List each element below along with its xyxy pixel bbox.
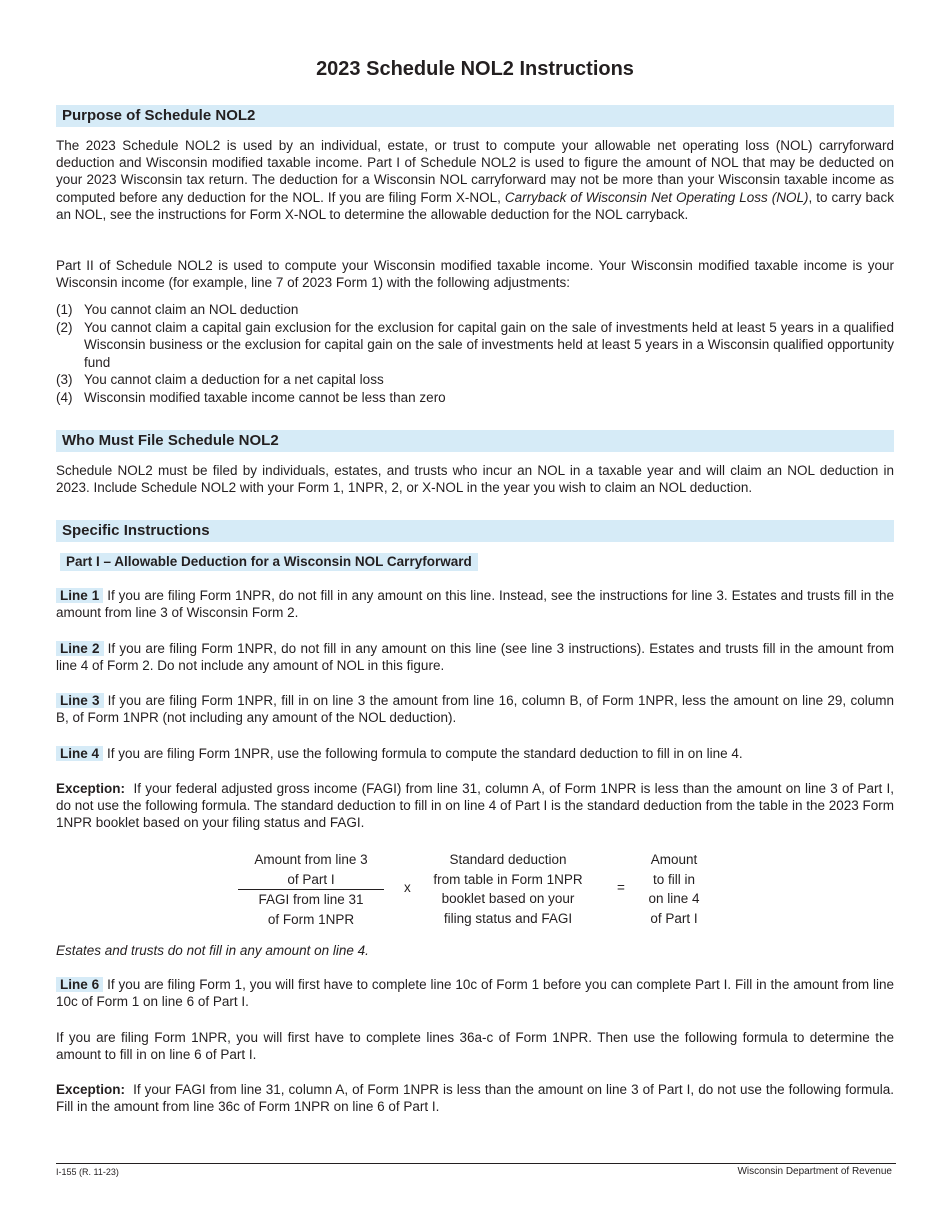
line3-instructions: Line 3 If you are filing Form 1NPR, fill in on line 3 the amount from line 16, column B, of Form 1NPR, less the amount on line 29, column B, of Form 1NPR (not including any amount of the NOL deduction). xyxy=(56,693,894,726)
line2-label: Line 2 xyxy=(56,641,104,656)
formula-fraction: Amount from line 3 of Part I FAGI from line 31 of Form 1NPR xyxy=(238,850,384,929)
line4-label: Line 4 xyxy=(56,746,103,761)
equals-operator: = xyxy=(617,880,625,895)
formula-result: Amount to fill in on line 4 of Part I xyxy=(648,852,700,926)
list-item: (3) You cannot claim a deduction for a net capital loss xyxy=(56,372,384,387)
list-item: (1) You cannot claim an NOL deduction xyxy=(56,302,299,317)
part1-heading: Part I – Allowable Deduction for a Wisconsin NOL Carryforward xyxy=(60,553,478,571)
purpose-paragraph-1: The 2023 Schedule NOL2 is used by an individual, estate, or trust to compute your allowable net operating loss (NOL) carryforward deduction and Wisconsin modified taxable income. Part I of Schedule NOL2 is used to figure the amount of NOL that may be deducted on your 2023 Wisconsin tax return. The deduction for a Wisconsin NOL carryforward may not be more than your Wisconsin taxable income as computed before any deduction for the NOL. If you are filing Form X-NOL, Carryback of Wisconsin Net Operating Loss (NOL), to carry back an NOL, see the instructions for Form X-NOL to determine the allowable deduction for the NOL carryback. xyxy=(56,138,895,222)
line1-label: Line 1 xyxy=(56,588,103,603)
page-title: 2023 Schedule NOL2 Instructions xyxy=(316,58,634,80)
footer-divider xyxy=(56,1163,896,1164)
times-operator: x xyxy=(404,880,411,895)
line3-label: Line 3 xyxy=(56,693,104,708)
purpose-heading: Purpose of Schedule NOL2 xyxy=(56,105,894,127)
line1-instructions: Line 1 If you are filing Form 1NPR, do not fill in any amount on this line. Instead, see the instructions for line 3. Estates and trusts fill in the amount from line 3 of Wisconsin Form 2. xyxy=(56,588,894,621)
specific-instructions-heading: Specific Instructions xyxy=(56,520,894,542)
estates-note: Estates and trusts do not fill in any amount on line 4. xyxy=(56,943,369,958)
form-id: I-155 (R. 11-23) xyxy=(56,1167,119,1177)
line6-form1npr-paragraph: If you are filing Form 1NPR, you will first have to complete lines 36a-c of Form 1NPR. Then use the following formula to determine the amount to fill in on line 6 of Part I. xyxy=(56,1030,894,1063)
line6-label: Line 6 xyxy=(56,977,103,992)
list-item: (4) Wisconsin modified taxable income cannot be less than zero xyxy=(56,389,446,405)
line6-instructions: Line 6 If you are filing Form 1, you will first have to complete line 10c of Form 1 before you can complete Part I. Fill in the amount from line 10c of Form 1 on line 6 of Part I. xyxy=(56,977,894,1010)
exception-line4: Exception: If your federal adjusted gross income (FAGI) from line 31, column A, of Form 1NPR is less than the amount on line 3 of Part I, do not use the following formula. The standard deduction to fill in on line 4 of Part I is the standard deduction from the table in the 2023 Form 1NPR booklet based on your filing status and FAGI. xyxy=(56,781,895,831)
purpose-paragraph-2: Part II of Schedule NOL2 is used to compute your Wisconsin modified taxable income. Your Wisconsin modified taxable income is your Wisconsin income (for example, line 7 of 2023 Form 1) with the following adjustments: xyxy=(56,258,894,291)
line4-instructions: Line 4 If you are filing Form 1NPR, use the following formula to compute the standard deduction to fill in on line 4. xyxy=(56,745,894,762)
exception-line6: Exception: If your FAGI from line 31, column A, of Form 1NPR is less than the amount on line 3 of Part I, do not use the following formula. Fill in the amount from line 36c of Form 1NPR on line 6 of Part I. xyxy=(56,1082,894,1115)
who-must-file-heading: Who Must File Schedule NOL2 xyxy=(56,430,894,452)
agency-name: Wisconsin Department of Revenue xyxy=(737,1166,892,1177)
list-item: (2) You cannot claim a capital gain exclusion for the exclusion for capital gain on the sale of investments held at least 5 years in a qualified Wisconsin business or the exclusion for capital gain on the sale of investments held at least 5 years in a Wisconsin qualified opportunity fund xyxy=(56,319,894,370)
line2-instructions: Line 2 If you are filing Form 1NPR, do not fill in any amount on this line (see line 3 instructions). Estates and trusts fill in the amount from line 4 of Form 2. Do not include any amount of NOL in this figure. xyxy=(56,641,894,674)
adjustments-list xyxy=(56,301,894,406)
who-must-file-paragraph: Schedule NOL2 must be filed by individuals, estates, and trusts who incur an NOL in a taxable year and will claim an NOL deduction in 2023. Include Schedule NOL2 with your Form 1, 1NPR, 2, or X-NOL in the year you wish to claim an NOL deduction. xyxy=(56,463,894,496)
standard-deduction-formula xyxy=(56,850,894,930)
formula-standard-deduction: Standard deduction from table in Form 1NPR booklet based on your filing status and FAGI xyxy=(433,852,583,926)
